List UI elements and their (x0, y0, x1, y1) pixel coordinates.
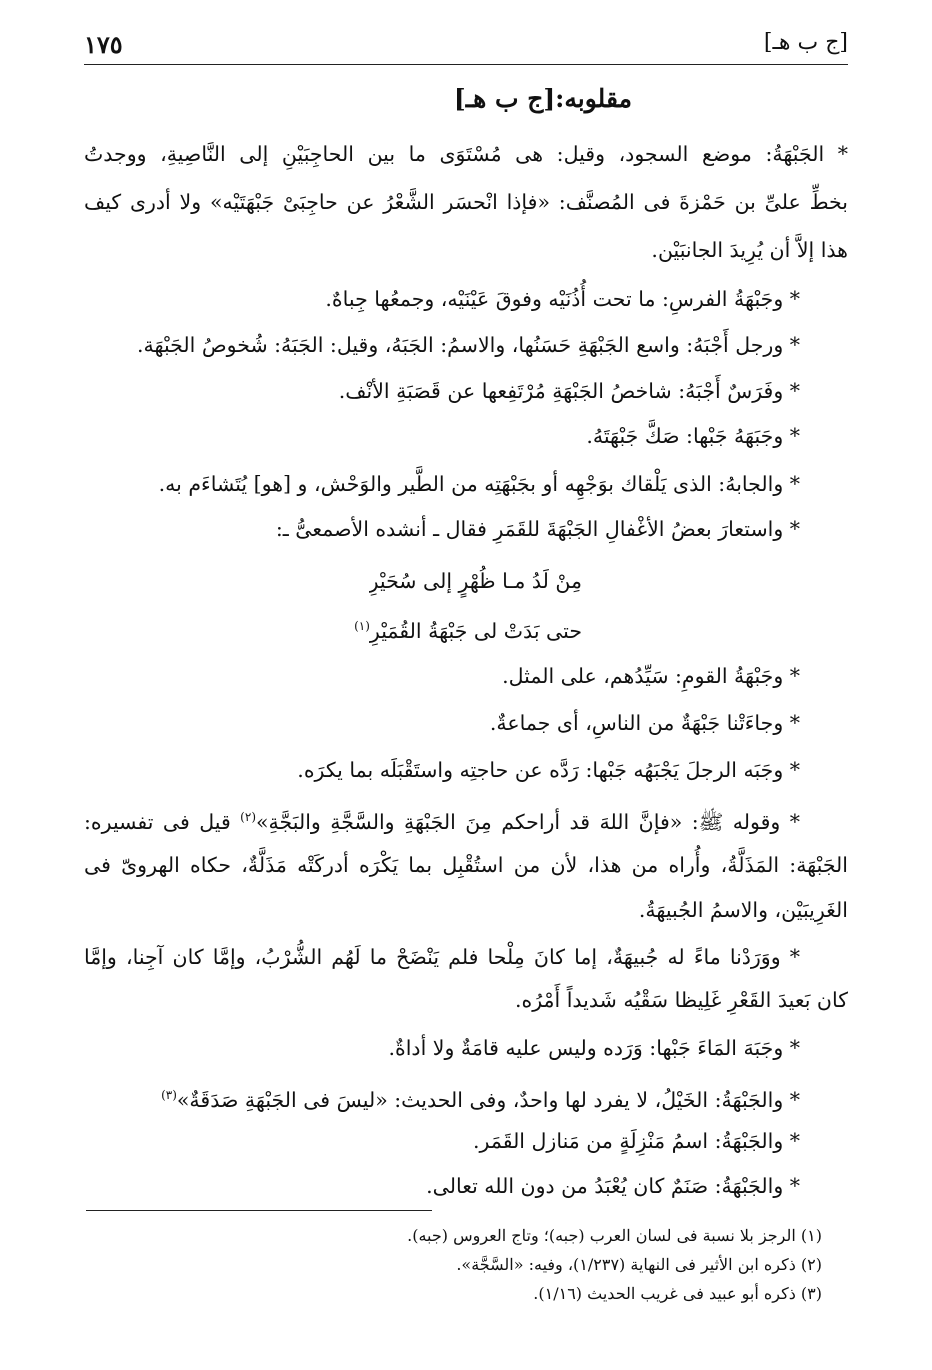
text-line: * وجَبَهَ المَاءَ جَبْها: وَرَده وليس عليه قامَةٌ ولا أداةٌ. (388, 1036, 800, 1060)
verse-line: مِنْ لَدُ مـا ظُهْرٍ إلى سُحَيْرِ (368, 569, 582, 593)
running-header (84, 28, 848, 65)
footnote-ref: (٢) (240, 810, 256, 824)
text-line: * الجَبْهَةُ: موضع السجود، وقيل: هى مُسْتَوَى ما بين الحاجِبَيْنِ إلى النَّاصِيةِ، ووجدتُ (84, 142, 848, 166)
line-text: * والجَبْهَةُ: الخَيْلُ، لا يفرد لها واحدٌ، وفى الحديث: «ليسَ فى الجَبْهَةِ صَدَقَةٌ» (176, 1087, 800, 1112)
text-line: هذا إلاَّ أن يُرِيدَ الجانبَيْن. (651, 238, 848, 262)
footnote-ref: (٣) (161, 1088, 177, 1102)
footnote-1: (١) الرجز بلا نسبة فى لسان العرب (جبه)؛ وتاج العروس (جبه). (407, 1226, 822, 1245)
text-line: بخطِّ علىِّ بن حَمْزةَ فى المُصنَّف: «فإذا انْحسَر الشَّعْرُ عن حاجِبَىْ جَبْهَتَيْه» ولا أدرى كيف (84, 190, 848, 214)
footnote-separator (86, 1210, 432, 1211)
verse-text: حتى بَدَتْ لى جَبْهَةُ القُمَيْرِ (369, 618, 582, 643)
text-line: * ورجل أَجْبَهُ: واسع الجَبْهَةِ حَسَنُها، والاسمُ: الجَبَهُ، وقيل: الجَبَهُ: شُخوصُ الجَبْهَة. (137, 333, 800, 357)
text-line: * وفَرَسٌ أَجْبَهُ: شاخصُ الجَبْهَةِ مُرْتَفِعها عن قَصَبَةِ الأنْف. (338, 379, 800, 403)
page-number: ١٧٥ (84, 30, 123, 59)
section-subtitle: مقلوبه:[ج ب هـ] (453, 84, 632, 113)
text-line: * وجَبَه الرجلَ يَجْبَهُه جَبْها: رَدَّه عن حاجتِه واستَقْبَلَه بما يكرَه. (297, 758, 800, 782)
line-text: قيل فى تفسيره: (84, 809, 231, 834)
text-line: * وجَبْهَةُ القومِ: سَيِّدُهم، على المثل. (502, 664, 800, 688)
text-line: الجَبْهَة: المَذَلَّةُ، وأُراه من هذا، لأن من استُقْبِل بما يَكْرَه أدركَتْه مَذَلَّةٌ، حكاه الهروىّ فى (84, 853, 848, 877)
text-line: * والجابهُ: الذى يَلْقاك بوَجْهِه أو بجَبْهَتِه من الطَّير والوَحْش، و [هو] يُتَشاءَم به. (158, 472, 800, 496)
footnote-3: (٣) ذكره أبو عبيد فى غريب الحديث (١/١٦). (533, 1284, 822, 1303)
text-line: الغَرِيبَيْن، والاسمُ الجُبيهَةُ. (638, 898, 848, 922)
header-root: [ج ب هـ] (763, 30, 848, 55)
text-line (84, 1075, 800, 1117)
verse-line (354, 606, 582, 648)
text-line: * واستعارَ بعضُ الأغْفالِ الجَبْهَةَ للقَمَرِ فقال ـ أنشده الأصمعىُّ ـ: (275, 517, 800, 541)
text-line: * ووَرَدْنا ماءً له جُبيهَةٌ، إما كانَ مِلْحا فلم يَنْضَحْ ما لَهُم الشُّرْبُ، وإمَّا كان آجِنا، وإمَّا (84, 945, 800, 969)
text-line: كان بَعيدَ القَعْرِ غَلِيظا سَقْيُه شَديداً أَمْرُه. (514, 988, 848, 1012)
text-line: * وجَبَهَهُ جَبْها: صَكَّ جَبْهَتَهُ. (586, 424, 800, 448)
text-line (84, 797, 800, 839)
text-line: * والجَبْهَةُ: صَنَمٌ كان يُعْبَدُ من دون الله تعالى. (426, 1174, 800, 1198)
text-line: * وجاءَتْنا جَبْهَةٌ من الناسِ، أى جماعةٌ. (489, 711, 800, 735)
text-line: * والجَبْهَةُ: اسمُ مَنْزِلَةٍ من مَنازل القَمَر. (473, 1129, 800, 1153)
line-text: * وقوله ﷺ: «فإنَّ اللهَ قد أراحكم مِنَ الجَبْهَةِ والسَّجَّةِ والبَجَّةِ» (256, 809, 800, 834)
footnote-2: (٢) ذكره ابن الأثير فى النهاية (١/٢٣٧)، وفيه: «السَّجَّة». (456, 1255, 822, 1274)
text-line: * وجَبْهَةُ الفرسِ: ما تحت أُذُنَيْه وفوقَ عَيْنَيْه، وجمعُها جِباهٌ. (325, 287, 800, 311)
footnote-ref: (١) (354, 619, 370, 633)
